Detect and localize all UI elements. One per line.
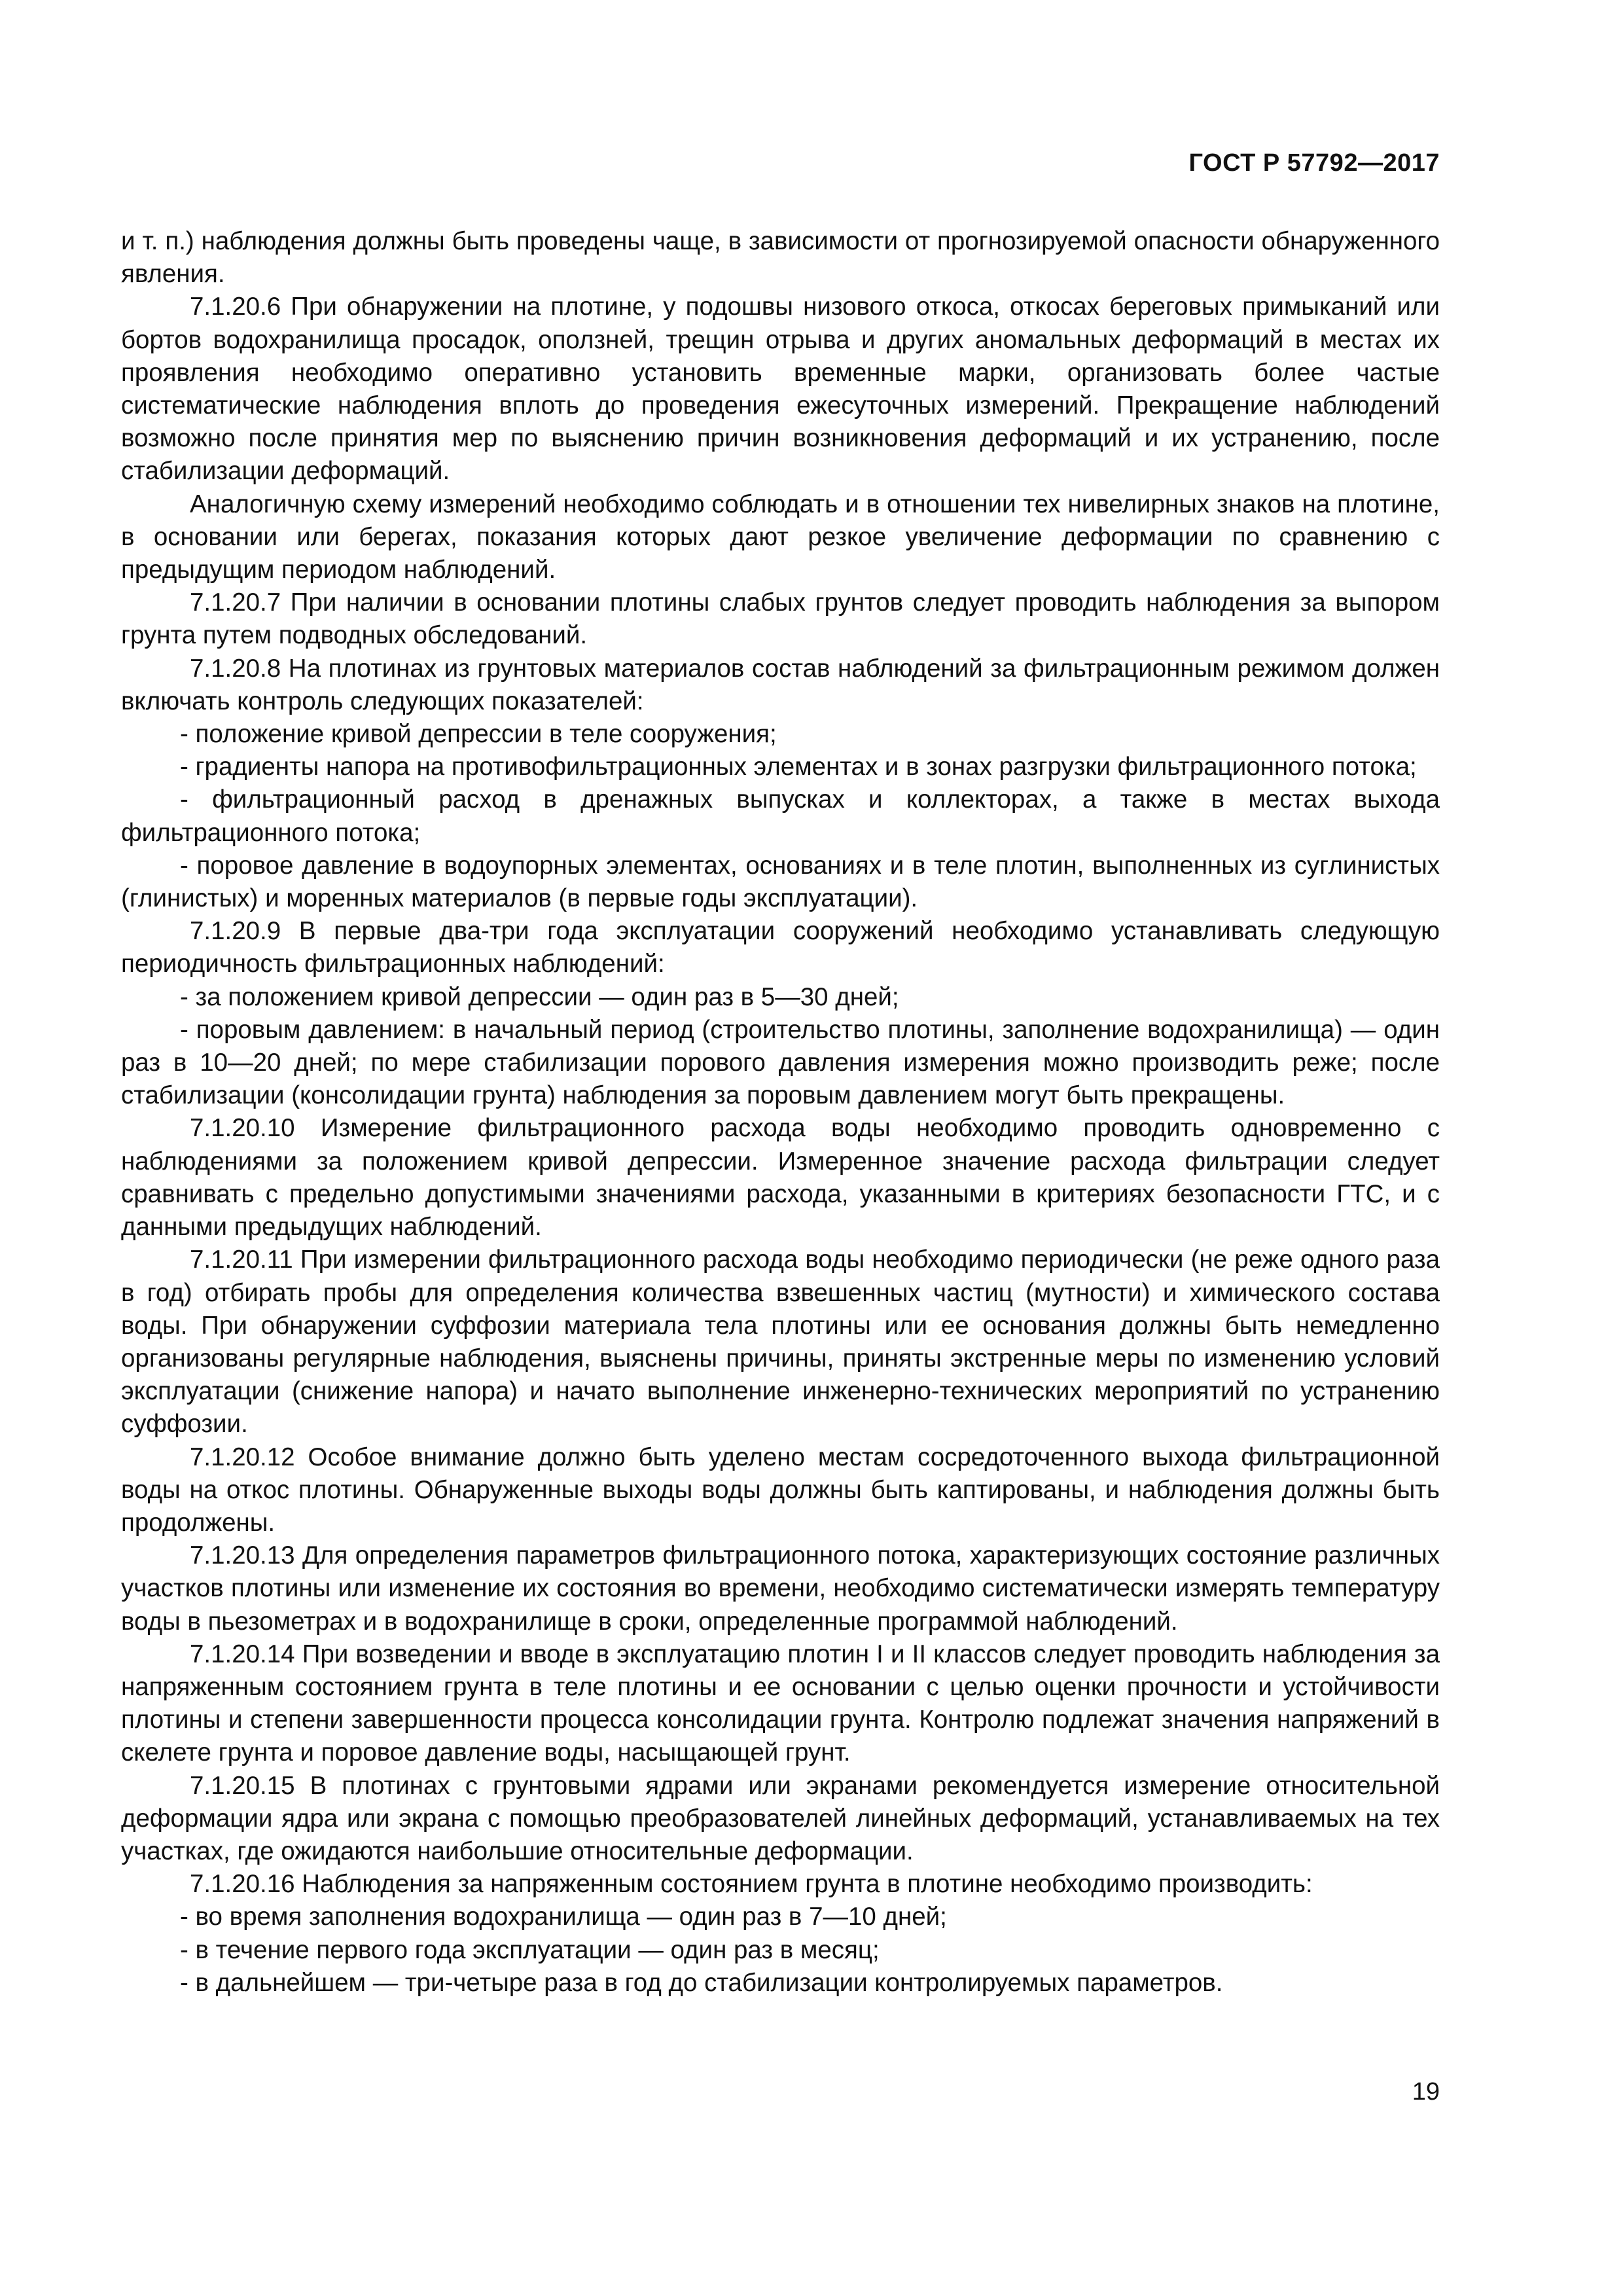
list-item: - в течение первого года эксплуатации — один раз в месяц; (180, 1935, 880, 1964)
clause-7-1-20-14: 7.1.20.14 При возведении и вводе в эксплуатацию плотин I и II классов следует проводить наблюдения за напряженным состоянием грунта в теле плотины и ее основании с целью оценки прочности и устойчивости плотины и степени завершенности процесса консолидации грунта. Контролю подлежат значения напряжений в скелете грунта и поровое давление воды, насыщающей грунт. (121, 1640, 1440, 1767)
clause-7-1-20-12: 7.1.20.12 Особое внимание должно быть уделено местам сосредоточенного выхода фильтрационной воды на откос плотины. Обнаруженные выходы воды должны быть каптированы, и наблюдения должны быть продолжены. (121, 1443, 1440, 1537)
paragraph-similar-scheme: Аналогичную схему измерений необходимо соблюдать и в отношении тех нивелирных знаков на плотине, в основании или берегах, показания которых дают резкое увеличение деформации по сравнению с предыдущим периодом наблюдений. (121, 490, 1440, 584)
clause-7-1-20-11: 7.1.20.11 При измерении фильтрационного расхода воды необходимо периодически (не реже одного раза в год) отбирать пробы для определения количества взвешенных частиц (мутности) и химического состава воды. При обнаружении суффозии материала тела плотины или ее основания должны быть немедленно организованы регулярные наблюдения, выяснены причины, приняты экстренные меры по изменению условий эксплуатации (снижение напора) и начато выполнение инженерно-технических мероприятий по устранению суффозии. (121, 1246, 1440, 1439)
clause-7-1-20-8: 7.1.20.8 На плотинах из грунтовых материалов состав наблюдений за фильтрационным режимом должен включать контроль следующих показателей: (121, 654, 1440, 715)
list-item: - поровое давление в водоупорных элементах, основаниях и в теле плотин, выполненных из суглинистых (глинистых) и моренных материалов (в первые годы эксплуатации). (121, 851, 1440, 913)
standard-designation-header: ГОСТ Р 57792—2017 (1188, 149, 1440, 177)
list-item: - за положением кривой депрессии — один раз в 5—30 дней; (180, 982, 899, 1011)
list-item: - поровым давлением: в начальный период (строительство плотины, заполнение водохранилища) — один раз в 10—20 дней; по мере стабилизации порового давления измерения можно производить реже; после стабилизации (консолидации грунта) наблюдения за поровым давлением могут быть прекращены. (121, 1015, 1440, 1110)
list-item: - положение кривой депрессии в теле сооружения; (180, 720, 777, 749)
clause-7-1-20-13: 7.1.20.13 Для определения параметров фильтрационного потока, характеризующих состояние различных участков плотины или изменение их состояния во времени, необходимо систематически измерять температуру воды в пьезометрах и в водохранилище в сроки, определенные программой наблюдений. (121, 1541, 1440, 1636)
clause-7-1-20-9: 7.1.20.9 В первые два-три года эксплуатации сооружений необходимо устанавливать следующую периодичность фильтрационных наблюдений: (121, 917, 1440, 978)
paragraph-continuation: и т. п.) наблюдения должны быть проведены чаще, в зависимости от прогнозируемой опасности обнаруженного явления. (121, 227, 1440, 289)
clause-7-1-20-7: 7.1.20.7 При наличии в основании плотины слабых грунтов следует проводить наблюдения за выпором грунта путем подводных обследований. (121, 588, 1440, 650)
list-item: - фильтрационный расход в дренажных выпусках и коллекторах, а также в местах выхода фильтрационного потока; (121, 785, 1440, 847)
clause-7-1-20-6: 7.1.20.6 При обнаружении на плотине, у подошвы низового откоса, откосах береговых примыканий или бортов водохранилища просадок, оползней, трещин отрыва и других аномальных деформаций в местах их проявления необходимо оперативно установить временные марки, организовать более частые систематические наблюдения вплоть до проведения ежесуточных измерений. Прекращение наблюдений возможно после принятия мер по выяснению причин возникновения деформаций и их устранению, после стабилизации деформаций. (121, 293, 1440, 486)
clause-7-1-20-15: 7.1.20.15 В плотинах с грунтовыми ядрами или экранами рекомендуется измерение относительной деформации ядра или экрана с помощью преобразователей линейных деформаций, устанавливаемых на тех участках, где ожидаются наибольшие относительные деформации. (121, 1771, 1440, 1865)
list-item: - во время заполнения водохранилища — один раз в 7—10 дней; (180, 1903, 947, 1931)
page-number: 19 (1412, 2078, 1440, 2106)
list-item: - в дальнейшем — три-четыре раза в год до стабилизации контролируемых параметров. (180, 1968, 1223, 1997)
document-body (121, 225, 1440, 2000)
clause-7-1-20-10: 7.1.20.10 Измерение фильтрационного расхода воды необходимо проводить одновременно с наблюдениями за положением кривой депрессии. Измеренное значение расхода фильтрации следует сравнивать с предельно допустимыми значениями расхода, указанными в критериях безопасности ГТС, и с данными предыдущих наблюдений. (121, 1114, 1440, 1242)
list-item: - градиенты напора на противофильтрационных элементах и в зонах разгрузки фильтрационного потока; (180, 753, 1417, 781)
clause-7-1-20-16: 7.1.20.16 Наблюдения за напряженным состоянием грунта в плотине необходимо производить: (190, 1870, 1313, 1899)
